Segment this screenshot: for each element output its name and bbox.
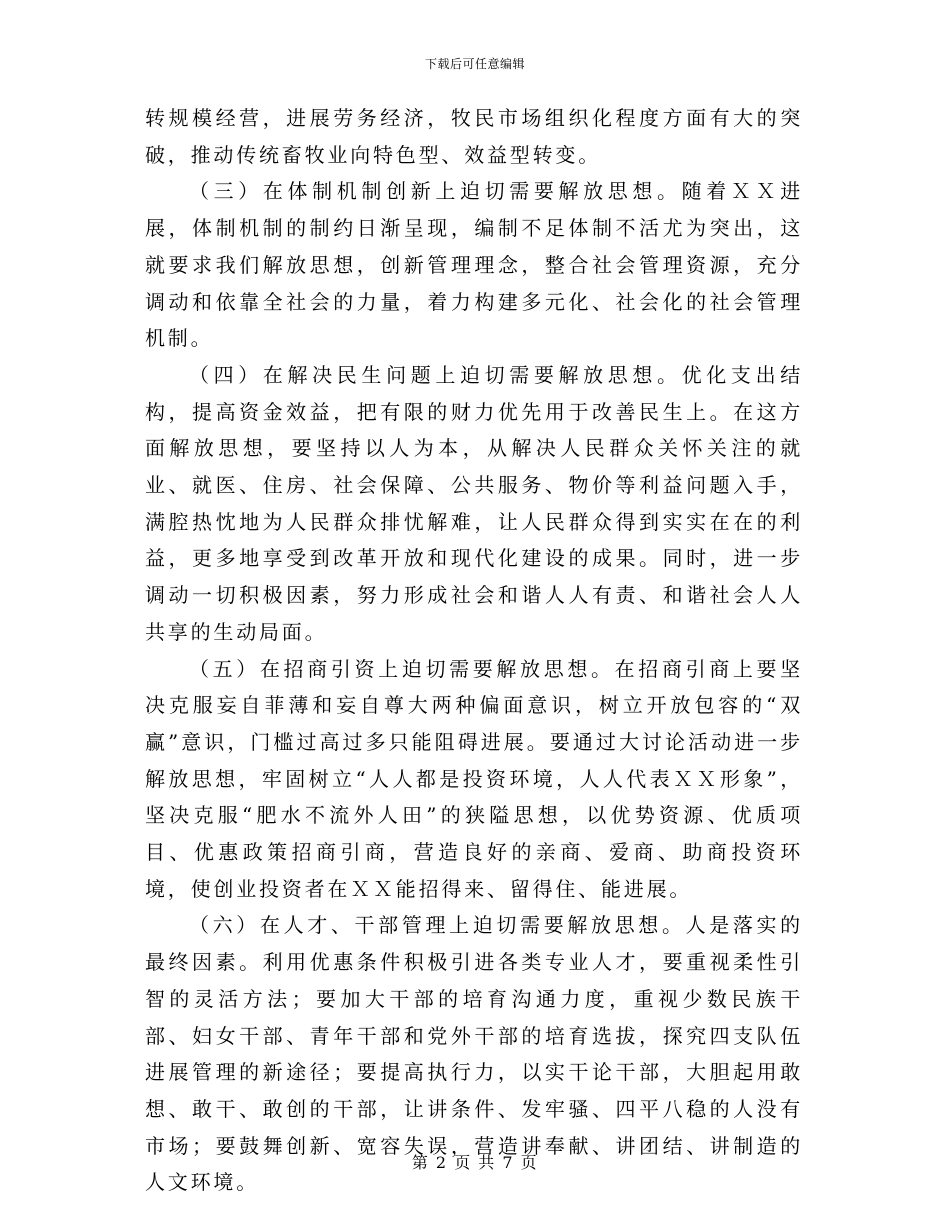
paragraph-talent: （六）在人才、干部管理上迫切需要解放思想。人是落实的最终因素。利用优惠条件积极引进各类专业人才，要重视柔性引智的灵活方法；要加大干部的培育沟通力度，重视少数民族干部、妇女干部、青年干部和党外干部的培育选拔，探究四支队伍进展管理的新途径；要提高执行力，以实干论干部，大胆起用敢想、敢干、敢创的干部，让讲条件、发牢骚、四平八稳的人没有市场；要鼓舞创新、宽容失误，营造讲奉献、讲团结、讲制造的人文环境。 xyxy=(145,913,803,1195)
paragraph-investment: （五）在招商引资上迫切需要解放思想。在招商引商上要坚决克服妄自菲薄和妄自尊大两种偏面意识，树立开放包容的“双赢”意识，门槛过高过多只能阻碍进展。要通过大讨论活动进一步解放思想，牢固树立“人人都是投资环境，人人代表ＸＸ形象”，坚决克服“肥水不流外人田”的狭隘思想，以优势资源、优质项目、优惠政策招商引商，营造良好的亲商、爱商、助商投资环境，使创业投资者在ＸＸ能招得来、留得住、能进展。 xyxy=(145,656,803,901)
paragraph-continuation: 转规模经营，进展劳务经济，牧民市场组织化程度方面有大的突破，推动传统畜牧业向特色型、效益型转变。 xyxy=(145,106,803,167)
paragraph-system-innovation: （三）在体制机制创新上迫切需要解放思想。随着ＸＸ进展，体制机制的制约日渐呈现，编制不足体制不活尤为突出，这就要求我们解放思想，创新管理理念，整合社会管理资源，充分调动和依靠全社会的力量，着力构建多元化、社会化的社会管理机制。 xyxy=(145,179,803,351)
page-header: 下载后可任意编辑 xyxy=(424,57,525,71)
paragraph-livelihood: （四）在解决民生问题上迫切需要解放思想。优化支出结构，提高资金效益，把有限的财力优先用于改善民生上。在这方面解放思想，要坚持以人为本，从解决人民群众关怀关注的就业、就医、住房、社会保障、公共服务、物价等利益问题入手，满腔热忱地为人民群众排忧解难，让人民群众得到实实在在的利益，更多地享受到改革开放和现代化建设的成果。同时，进一步调动一切积极因素，努力形成社会和谐人人有责、和谐社会人人共享的生动局面。 xyxy=(145,362,803,644)
body-text xyxy=(145,100,803,1201)
page-number: 第 2 页 共 7 页 xyxy=(411,1153,539,1172)
